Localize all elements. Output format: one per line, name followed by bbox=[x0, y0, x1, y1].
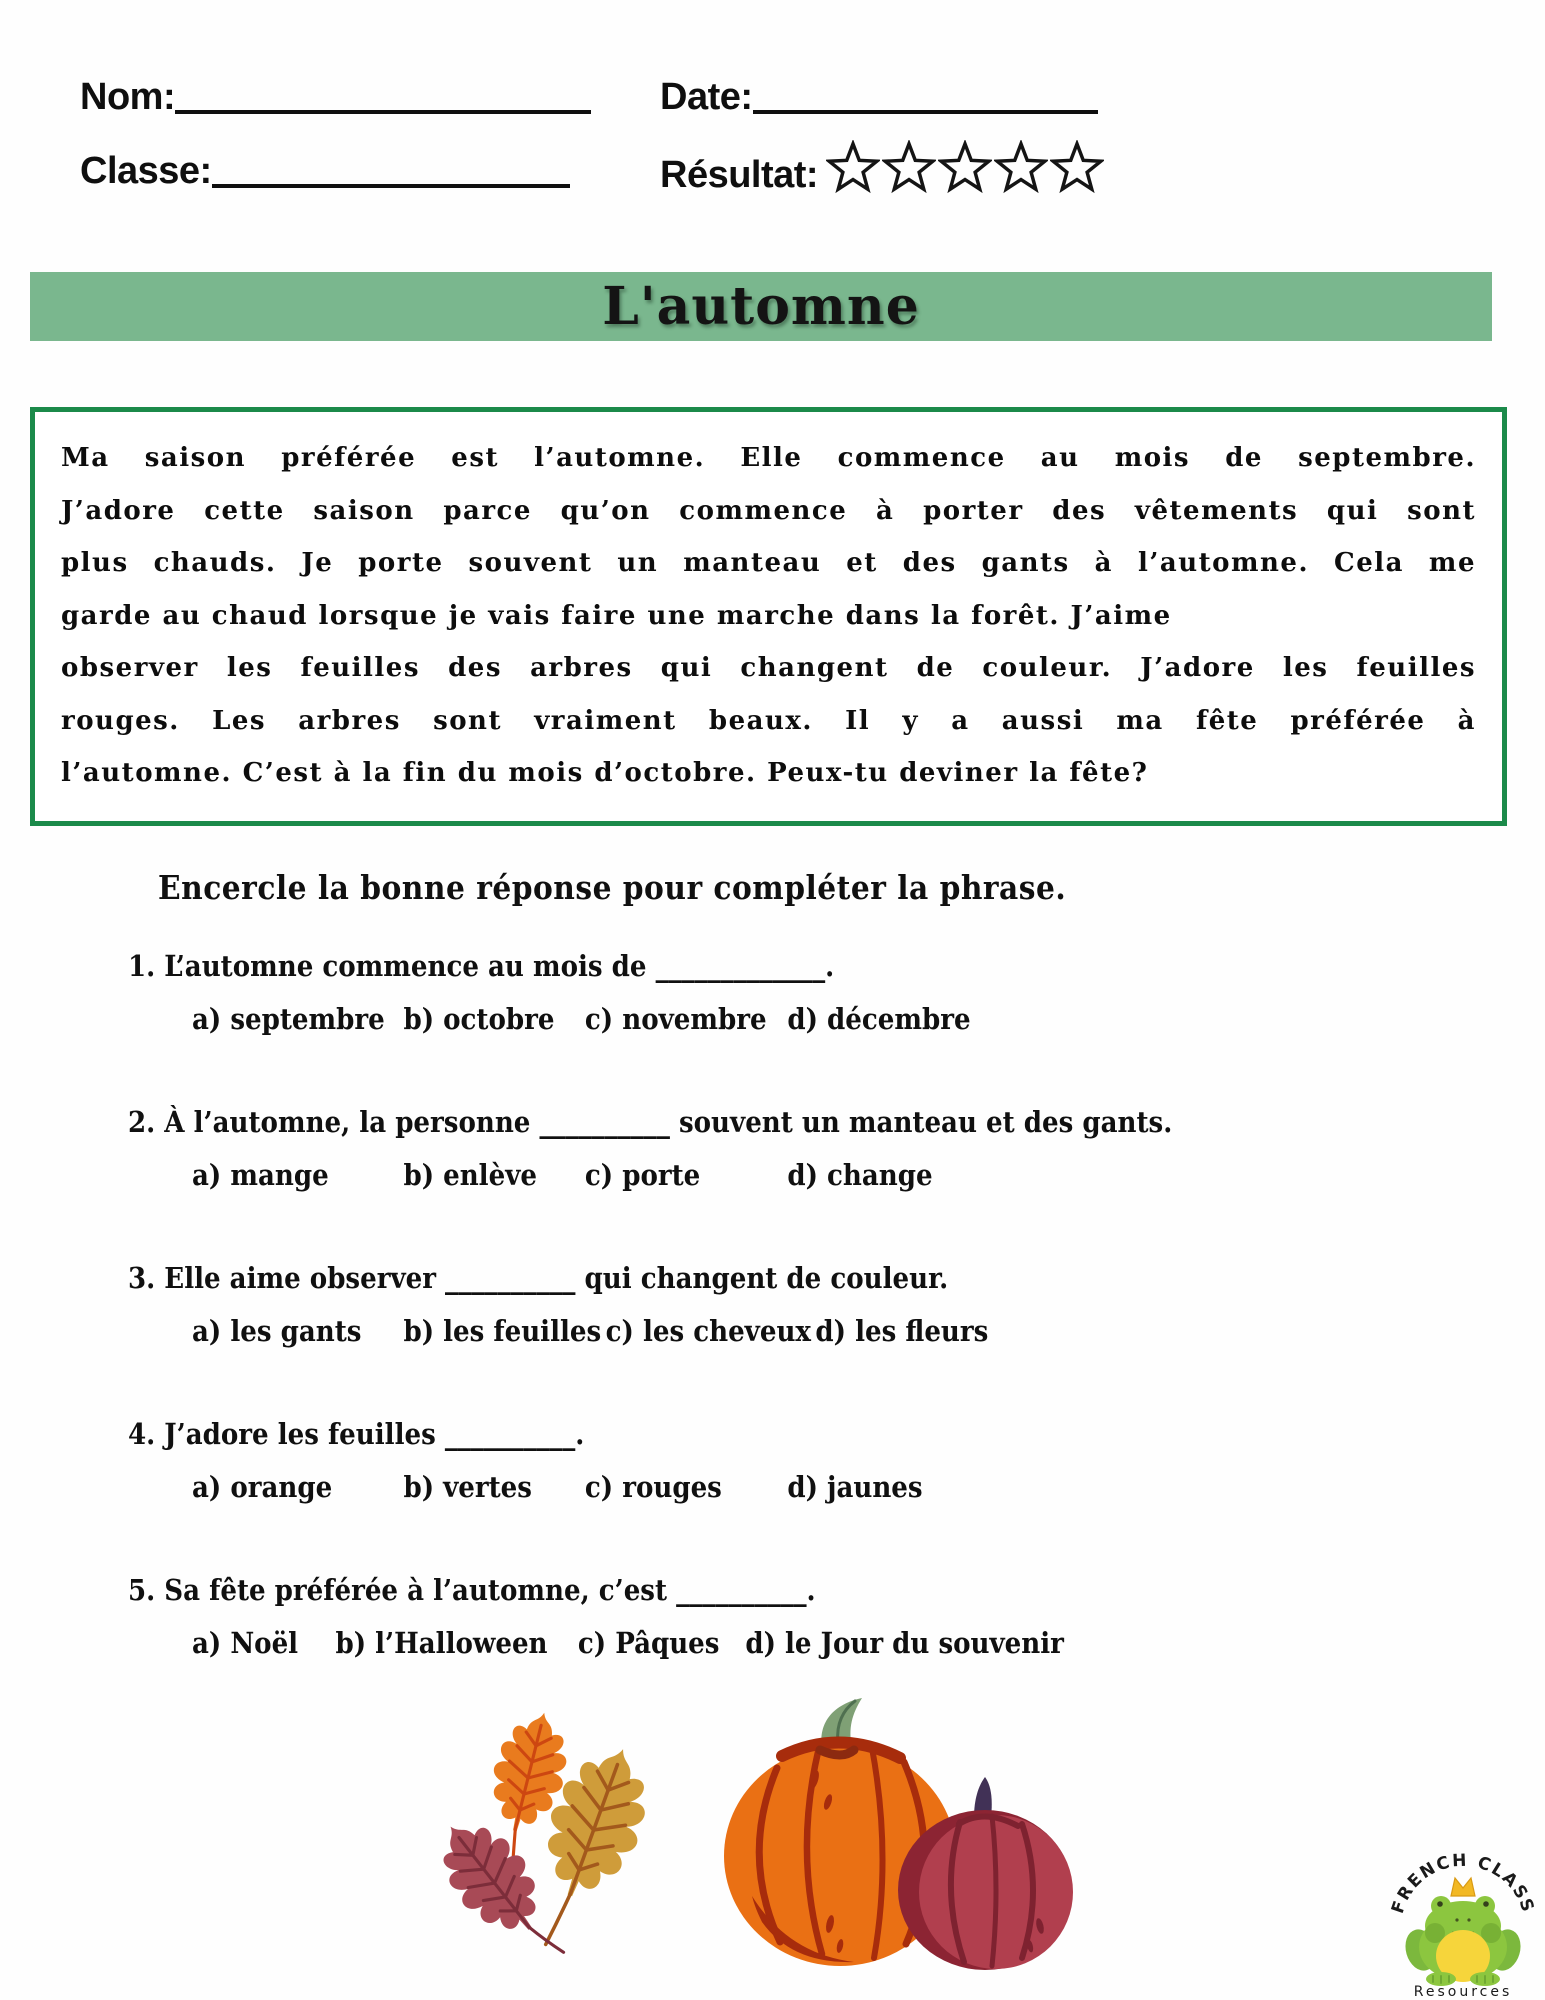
question-options bbox=[192, 1466, 1518, 1514]
question-3 bbox=[128, 1257, 1518, 1358]
option-c[interactable]: c) porte bbox=[584, 1158, 701, 1192]
reading-line: J’adore cette saison parce qu’on commence à porter des vêtements qui sont bbox=[61, 495, 1476, 526]
pumpkins-illustration bbox=[722, 1698, 1074, 1970]
option-a[interactable]: a) les gants bbox=[192, 1314, 362, 1348]
result-field bbox=[660, 140, 1104, 196]
question-options bbox=[192, 998, 1518, 1046]
option-d[interactable]: d) change bbox=[787, 1158, 933, 1192]
question-2 bbox=[128, 1101, 1518, 1202]
question-text: 4. J’adore les feuilles __________. bbox=[128, 1417, 585, 1451]
logo-sub-text: Resources bbox=[1413, 1984, 1513, 2000]
reading-line: l’automne. C’est à la fin du mois d’octobre. Peux-tu deviner la fête? bbox=[61, 758, 1149, 788]
name-field bbox=[80, 78, 591, 118]
class-field bbox=[80, 152, 570, 192]
option-d[interactable]: d) décembre bbox=[787, 1002, 971, 1036]
option-d[interactable]: d) les fleurs bbox=[815, 1314, 989, 1348]
option-b[interactable]: b) vertes bbox=[403, 1470, 532, 1504]
question-text: 5. Sa fête préférée à l’automne, c’est __________. bbox=[128, 1573, 816, 1607]
date-blank-line[interactable] bbox=[753, 110, 1098, 114]
option-a[interactable]: a) mange bbox=[192, 1158, 329, 1192]
question-text: 1. L’automne commence au mois de _____________. bbox=[128, 949, 835, 983]
option-b[interactable]: b) l’Halloween bbox=[335, 1626, 548, 1660]
option-b[interactable]: b) octobre bbox=[403, 1002, 555, 1036]
question-list bbox=[128, 945, 1518, 1725]
star-icon bbox=[938, 140, 992, 196]
reading-line: garde au chaud lorsque je vais faire une marche dans la forêt. J’aime bbox=[61, 600, 1172, 631]
name-blank-line[interactable] bbox=[175, 110, 591, 114]
reading-passage bbox=[30, 407, 1507, 826]
class-label: Classe: bbox=[80, 150, 212, 192]
frog-icon bbox=[1401, 1878, 1525, 1986]
question-options bbox=[192, 1622, 1518, 1670]
reading-line: observer les feuilles des arbres qui changent de couleur. J’adore les feuilles bbox=[61, 653, 1476, 683]
option-b[interactable]: b) les feuilles bbox=[403, 1314, 602, 1348]
instruction-heading: Encercle la bonne réponse pour compléter la phrase. bbox=[158, 868, 1067, 907]
french-class-resources-logo bbox=[1385, 1844, 1541, 2000]
question-text: 2. À l’automne, la personne __________ souvent un manteau et des gants. bbox=[128, 1105, 1173, 1139]
option-c[interactable]: c) rouges bbox=[584, 1470, 722, 1504]
option-c[interactable]: c) novembre bbox=[584, 1002, 767, 1036]
option-a[interactable]: a) Noël bbox=[192, 1626, 299, 1660]
star-icon bbox=[826, 140, 880, 196]
title-banner bbox=[30, 272, 1492, 341]
option-d[interactable]: d) le Jour du souvenir bbox=[745, 1626, 1064, 1660]
question-options bbox=[192, 1310, 1518, 1358]
option-a[interactable]: a) orange bbox=[192, 1470, 333, 1504]
question-1 bbox=[128, 945, 1518, 1046]
reading-line: Ma saison préférée est l’automne. Elle commence au mois de septembre. bbox=[61, 443, 1476, 473]
option-d[interactable]: d) jaunes bbox=[787, 1470, 923, 1504]
date-label: Date: bbox=[660, 76, 753, 118]
reading-line: plus chauds. Je porte souvent un manteau et des gants à l’automne. Cela me bbox=[61, 548, 1476, 578]
star-icon bbox=[882, 140, 936, 196]
result-label: Résultat: bbox=[660, 154, 819, 197]
option-b[interactable]: b) enlève bbox=[403, 1158, 537, 1192]
option-a[interactable]: a) septembre bbox=[192, 1002, 385, 1036]
date-field bbox=[660, 78, 1098, 118]
page-title: L'automne bbox=[602, 276, 920, 337]
question-options bbox=[192, 1154, 1518, 1202]
star-icon bbox=[1050, 140, 1104, 196]
star-icon bbox=[994, 140, 1048, 196]
name-label: Nom: bbox=[80, 76, 176, 118]
logo-arc-text: FRENCH CLASS bbox=[1387, 1850, 1539, 1917]
class-blank-line[interactable] bbox=[212, 184, 570, 188]
question-5 bbox=[128, 1569, 1518, 1670]
result-stars bbox=[826, 140, 1104, 196]
reading-line: rouges. Les arbres sont vraiment beaux. Il y a aussi ma fête préférée à bbox=[61, 705, 1476, 736]
question-4 bbox=[128, 1413, 1518, 1514]
option-c[interactable]: c) les cheveux bbox=[605, 1314, 811, 1348]
question-text: 3. Elle aime observer __________ qui changent de couleur. bbox=[128, 1261, 949, 1295]
autumn-leaves-illustration bbox=[438, 1688, 668, 1968]
option-c[interactable]: c) Pâques bbox=[577, 1626, 720, 1660]
